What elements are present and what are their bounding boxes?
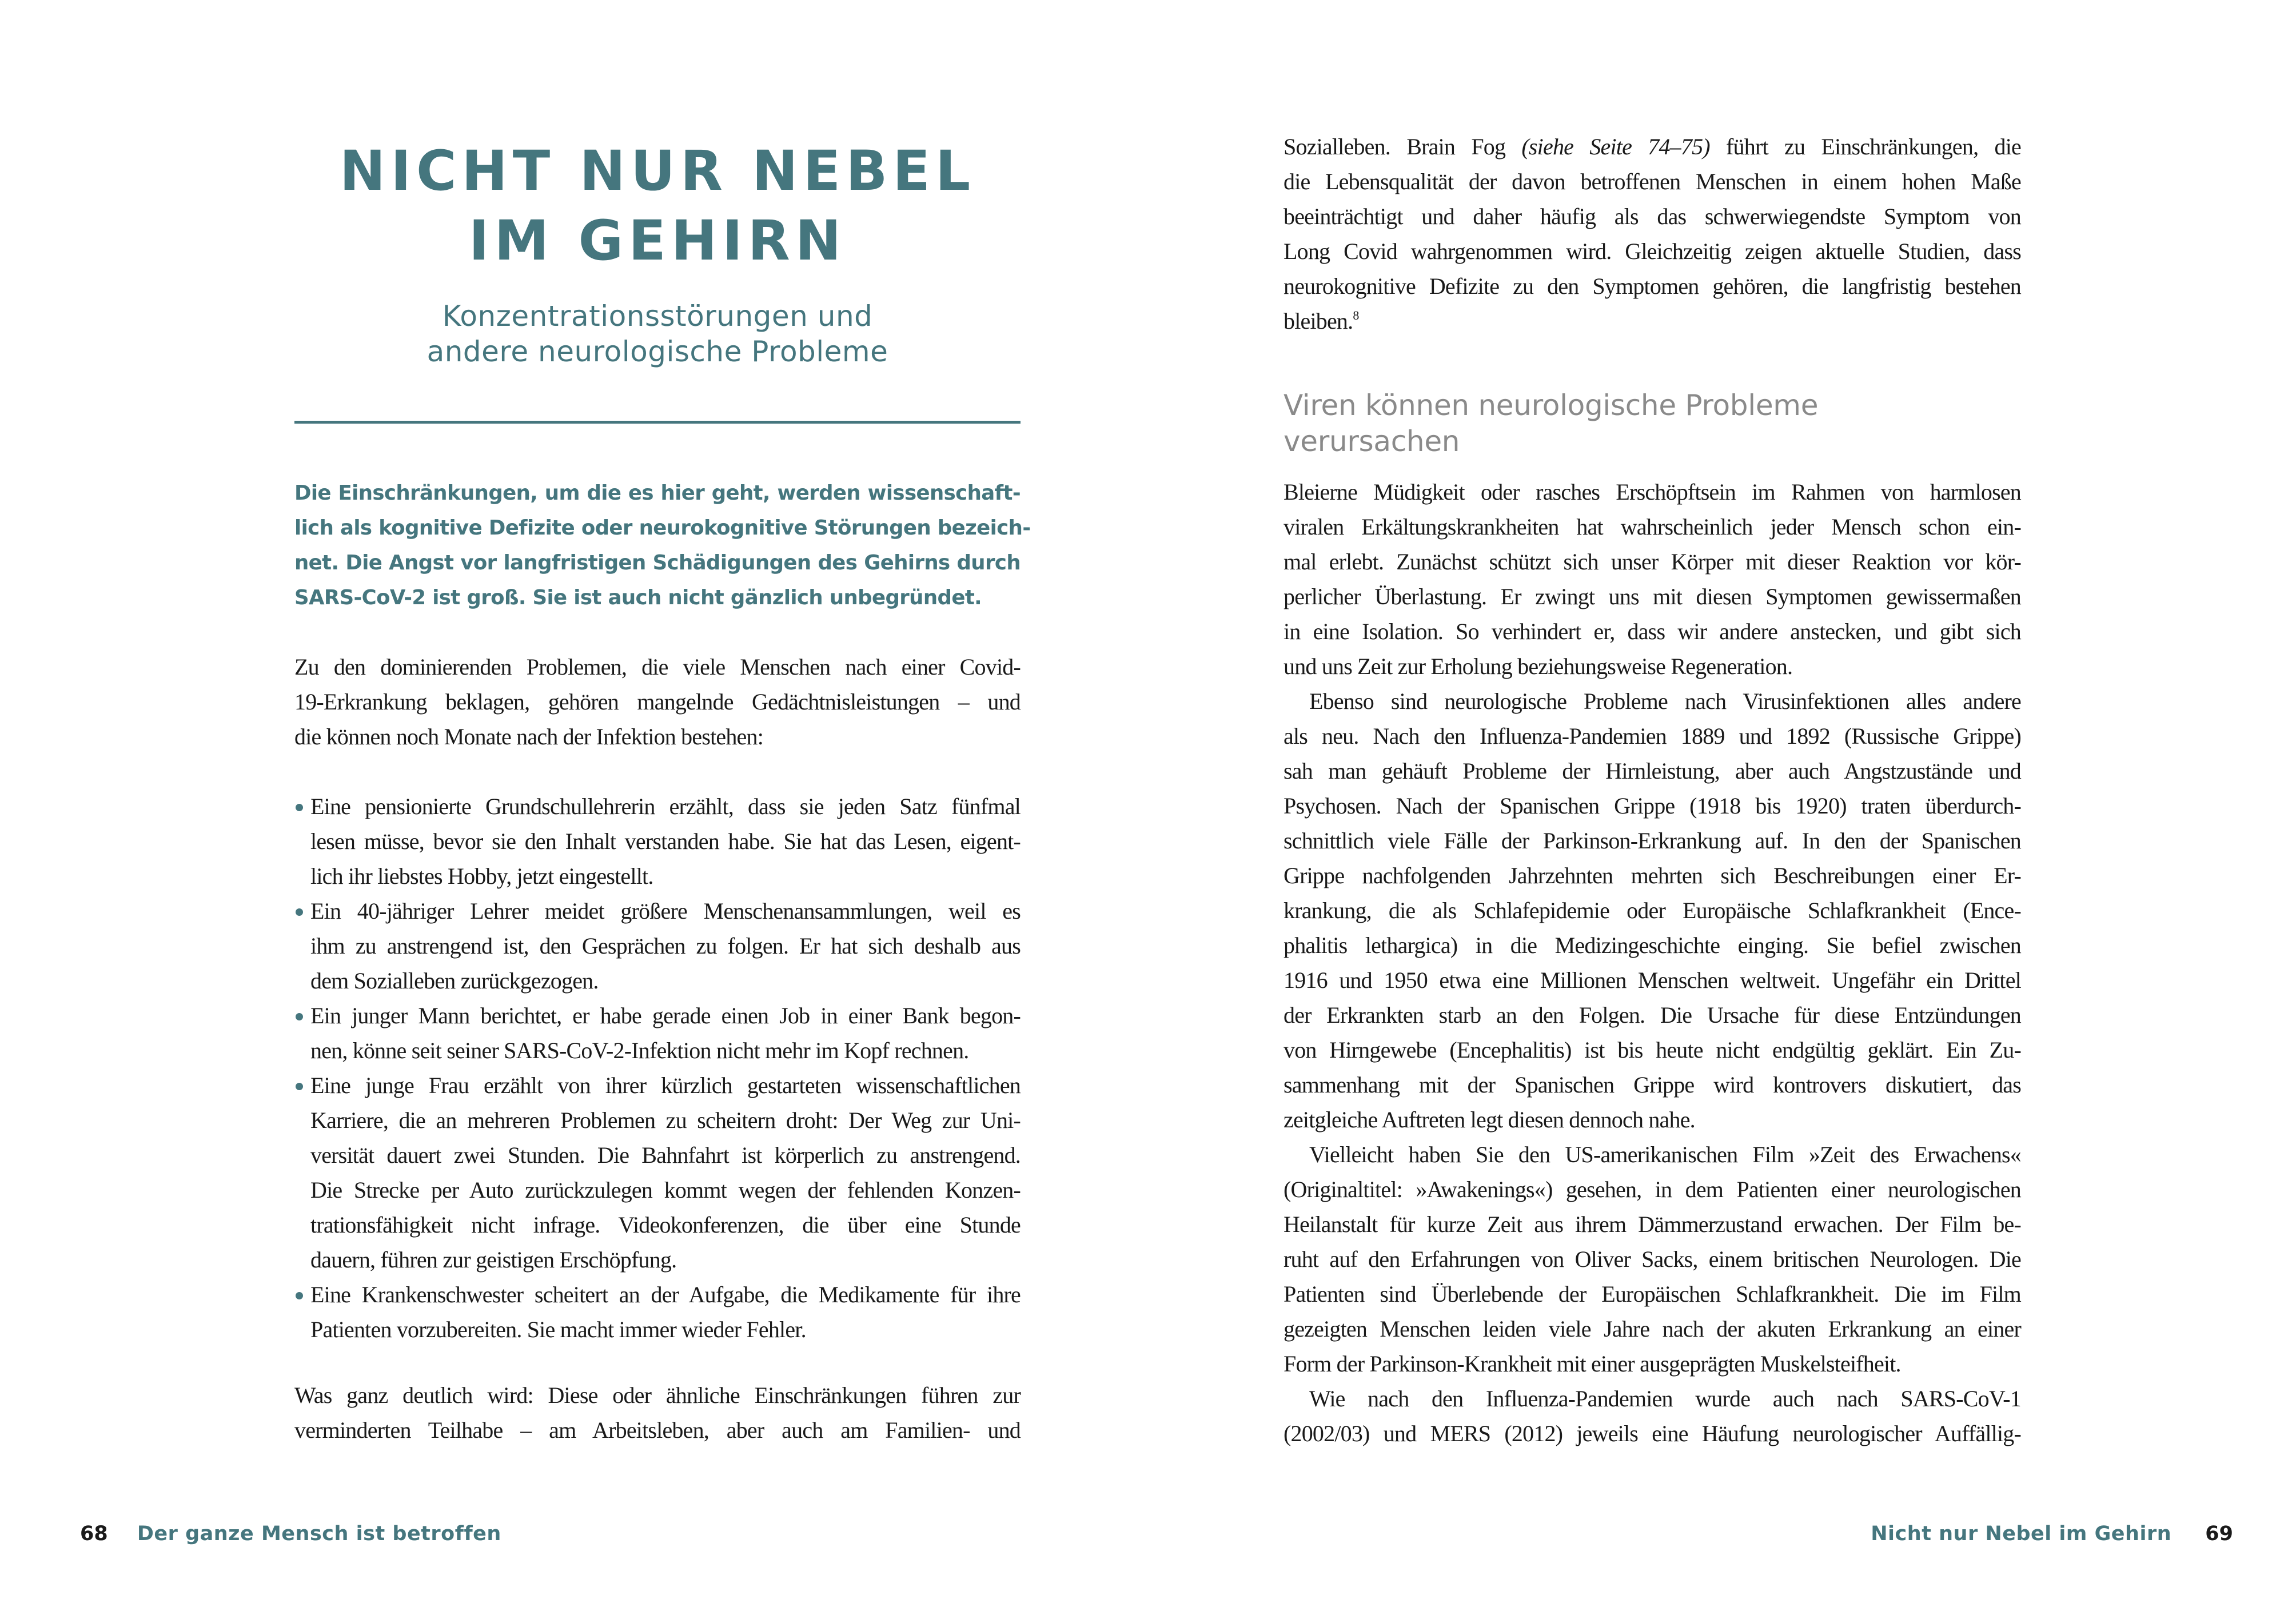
list-item-line: Eine Krankenschwester scheitert an der Aufgabe, die Medikamente für ihre xyxy=(310,1282,1021,1307)
bullet-icon xyxy=(296,1013,303,1020)
list-item-line: Karriere, die an mehreren Problemen zu scheitern droht: Der Weg zur Uni- xyxy=(310,1107,1021,1133)
bullet-icon xyxy=(296,1083,303,1090)
body-line: und uns Zeit zur Erholung beziehungsweise Regeneration. xyxy=(1283,653,1793,679)
list-item xyxy=(294,1068,1021,1277)
body-line: perlicher Überlastung. Er zwingt uns mit diesen Symptomen gewissermaßen xyxy=(1283,584,2021,609)
body-line: ruht auf den Erfahrungen von Oliver Sacks, einem britischen Neurologen. Die xyxy=(1283,1246,2021,1272)
body-paragraph xyxy=(294,649,1021,754)
list-item xyxy=(294,1277,1021,1347)
body-text: bleiben. xyxy=(1283,308,1353,334)
list-item xyxy=(294,998,1021,1068)
body-paragraph xyxy=(1283,129,2021,338)
body-line: als neu. Nach den Influenza-Pandemien 1889 und 1892 (Russische Grippe) xyxy=(1283,723,2021,749)
list-item-line: trationsfähigkeit nicht infrage. Videokonferenzen, die über eine Stunde xyxy=(310,1212,1021,1238)
list-item-line: Ein junger Mann berichtet, er habe gerade einen Job in einer Bank begon- xyxy=(310,1003,1021,1028)
running-head: Der ganze Mensch ist betroffen xyxy=(137,1522,501,1545)
body-line: 1916 und 1950 etwa eine Millionen Menschen weltweit. Ungefähr ein Drittel xyxy=(1283,967,2021,993)
body-line: viralen Erkältungskrankheiten hat wahrscheinlich jeder Mensch schon ein- xyxy=(1283,514,2021,540)
body-line: Was ganz deutlich wird: Diese oder ähnliche Einschränkungen führen zur xyxy=(294,1382,1021,1408)
body-line: Grippe nachfolgenden Jahrzehnten mehrten sich Beschreibungen einer Er- xyxy=(1283,863,2021,888)
list-item-line: lesen müsse, bevor sie den Inhalt verstanden habe. Sie hat das Lesen, eigent- xyxy=(310,828,1021,854)
chapter-subtitle xyxy=(294,298,1021,369)
chapter-subtitle-line: Konzentrationsstörungen und xyxy=(442,300,873,333)
body-text: führt zu Einschränkungen, die xyxy=(1709,134,2021,159)
chapter-title-line: IM GEHIRN xyxy=(468,209,847,273)
body-line: Vielleicht haben Sie den US-amerikanischen Film »Zeit des Erwachens« xyxy=(1309,1142,2021,1167)
body-line: verminderten Teilhabe – am Arbeitsleben, aber auch am Familien- und xyxy=(294,1417,1021,1443)
body-line: phalitis lethargica) in die Medizingeschichte einging. Sie befiel zwischen xyxy=(1283,932,2021,958)
body-line xyxy=(1283,129,2021,164)
body-line: Long Covid wahrgenommen wird. Gleichzeitig zeigen aktuelle Studien, dass xyxy=(1283,238,2021,264)
body-line: Zu den dominierenden Problemen, die viele Menschen nach einer Covid- xyxy=(294,654,1021,680)
page-reference: (siehe Seite 74–75) xyxy=(1521,134,1710,159)
body-line: die können noch Monate nach der Infektion bestehen: xyxy=(294,724,764,749)
list-item-line: dem Sozialleben zurückgezogen. xyxy=(310,968,599,994)
intro-line: Die Einschränkungen, um die es hier geht, werden wissenschaft- xyxy=(294,481,1021,505)
chapter-title xyxy=(294,136,1021,276)
body-line: Bleierne Müdigkeit oder rasches Erschöpftsein im Rahmen von harmlosen xyxy=(1283,479,2021,505)
body-paragraph xyxy=(294,1378,1021,1448)
body-line: (2002/03) und MERS (2012) jeweils eine Häufung neurologischer Auffällig- xyxy=(1283,1421,2021,1446)
body-line: der Erkrankten starb an den Folgen. Die Ursache für diese Entzündungen xyxy=(1283,1002,2021,1028)
section-heading-line: Viren können neurologische Probleme xyxy=(1283,389,1819,422)
body-line: schnittlich viele Fälle der Parkinson-Erkrankung auf. In den der Spanischen xyxy=(1283,828,2021,854)
page-footer xyxy=(80,1520,501,1548)
body-paragraph xyxy=(1283,474,2021,684)
list-item-line: Ein 40-jähriger Lehrer meidet größere Menschenansammlungen, weil es xyxy=(310,898,1021,924)
footnote-marker: 8 xyxy=(1353,308,1359,322)
intro-line: lich als kognitive Defizite oder neurokognitive Störungen bezeich- xyxy=(294,516,1031,540)
bullet-icon xyxy=(296,908,303,916)
section-heading xyxy=(1283,388,2021,460)
list-item-line: ihm zu anstrengend ist, den Gesprächen zu folgen. Er hat sich deshalb aus xyxy=(310,933,1021,959)
body-line: in eine Isolation. So verhindert er, dass wir andere anstecken, und gibt sich xyxy=(1283,619,2021,644)
list-item xyxy=(294,789,1021,894)
body-line: neurokognitive Defizite zu den Symptomen gehören, die langfristig bestehen xyxy=(1283,273,2021,299)
page-number: 69 xyxy=(2205,1522,2233,1545)
chapter-subtitle-line: andere neurologische Probleme xyxy=(426,335,888,368)
list-item-line: Patienten vorzubereiten. Sie macht immer wieder Fehler. xyxy=(310,1317,806,1342)
list-item-line: Die Strecke per Auto zurückzulegen kommt wegen der fehlenden Konzen- xyxy=(310,1177,1021,1203)
body-line: Ebenso sind neurologische Probleme nach Virusinfektionen alles andere xyxy=(1309,688,2021,714)
body-line: sammenhang mit der Spanischen Grippe wird kontrovers diskutiert, das xyxy=(1283,1072,2021,1098)
list-item-line: Eine junge Frau erzählt von ihrer kürzlich gestarteten wissenschaftlichen xyxy=(310,1072,1021,1098)
body-line: beeinträchtigt und daher häufig als das schwerwiegendste Symptom von xyxy=(1283,204,2021,229)
body-line: mal erlebt. Zunächst schützt sich unser Körper mit dieser Reaktion vor kör- xyxy=(1283,549,2021,575)
body-line: Form der Parkinson-Krankheit mit einer ausgeprägten Muskelsteifheit. xyxy=(1283,1351,1901,1377)
body-line: Psychosen. Nach der Spanischen Grippe (1918 bis 1920) traten überdurch- xyxy=(1283,793,2021,819)
page-number: 68 xyxy=(80,1522,108,1545)
body-line: Wie nach den Influenza-Pandemien wurde auch nach SARS-CoV-1 xyxy=(1309,1386,2021,1411)
intro-line: net. Die Angst vor langfristigen Schädigungen des Gehirns durch xyxy=(294,551,1021,575)
title-divider xyxy=(294,421,1021,424)
intro-paragraph xyxy=(294,476,1031,615)
body-paragraph xyxy=(1283,684,2021,1137)
body-line: krankung, die als Schlafepidemie oder Europäische Schlafkrankheit (Ence- xyxy=(1283,898,2021,923)
list-item-line: versität dauert zwei Stunden. Die Bahnfahrt ist körperlich zu anstrengend. xyxy=(310,1142,1021,1168)
body-line: Patienten sind Überlebende der Europäischen Schlafkrankheit. Die im Film xyxy=(1283,1281,2021,1307)
section-heading-line: verursachen xyxy=(1283,425,1460,458)
running-head: Nicht nur Nebel im Gehirn xyxy=(1871,1522,2172,1545)
body-paragraph xyxy=(1283,1137,2021,1381)
list-item-line: nen, könne seit seiner SARS-CoV-2-Infektion nicht mehr im Kopf rechnen. xyxy=(310,1038,969,1063)
intro-line: SARS-CoV-2 ist groß. Sie ist auch nicht gänzlich unbegründet. xyxy=(294,586,982,609)
body-line: die Lebensqualität der davon betroffenen Menschen in einem hohen Maße xyxy=(1283,169,2021,194)
body-text: Sozialleben. Brain Fog xyxy=(1283,134,1522,159)
body-line: zeitgleiche Auftreten legt diesen dennoch nahe. xyxy=(1283,1107,1695,1133)
case-examples-list xyxy=(294,789,1021,1347)
page-footer xyxy=(1871,1520,2233,1548)
body-line: Heilanstalt für kurze Zeit aus ihrem Dämmerzustand erwachen. Der Film be- xyxy=(1283,1211,2021,1237)
bullet-icon xyxy=(296,804,303,811)
bullet-icon xyxy=(296,1292,303,1299)
list-item-line: dauern, führen zur geistigen Erschöpfung. xyxy=(310,1247,677,1273)
body-line: von Hirngewebe (Encephalitis) ist bis heute nicht endgültig geklärt. Ein Zu- xyxy=(1283,1037,2021,1063)
list-item-line: lich ihr liebstes Hobby, jetzt eingestellt. xyxy=(310,863,653,889)
body-paragraph xyxy=(1283,1381,2021,1451)
body-line: sah man gehäuft Probleme der Hirnleistung, aber auch Angstzustände und xyxy=(1283,758,2021,784)
section-body xyxy=(1283,474,2021,1451)
chapter-title-line: NICHT NUR NEBEL xyxy=(339,139,976,203)
list-item-line: Eine pensionierte Grundschullehrerin erzählt, dass sie jeden Satz fünfmal xyxy=(310,793,1021,819)
body-line: 19-Erkrankung beklagen, gehören mangelnde Gedächtnisleistungen – und xyxy=(294,689,1021,715)
list-item xyxy=(294,894,1021,998)
body-line xyxy=(1283,304,2021,338)
body-line: (Originaltitel: »Awakenings«) gesehen, in dem Patienten einer neurologischen xyxy=(1283,1177,2021,1202)
right-page xyxy=(1148,0,2296,1607)
body-line: gezeigten Menschen leiden viele Jahre nach der akuten Erkrankung an einer xyxy=(1283,1316,2021,1342)
